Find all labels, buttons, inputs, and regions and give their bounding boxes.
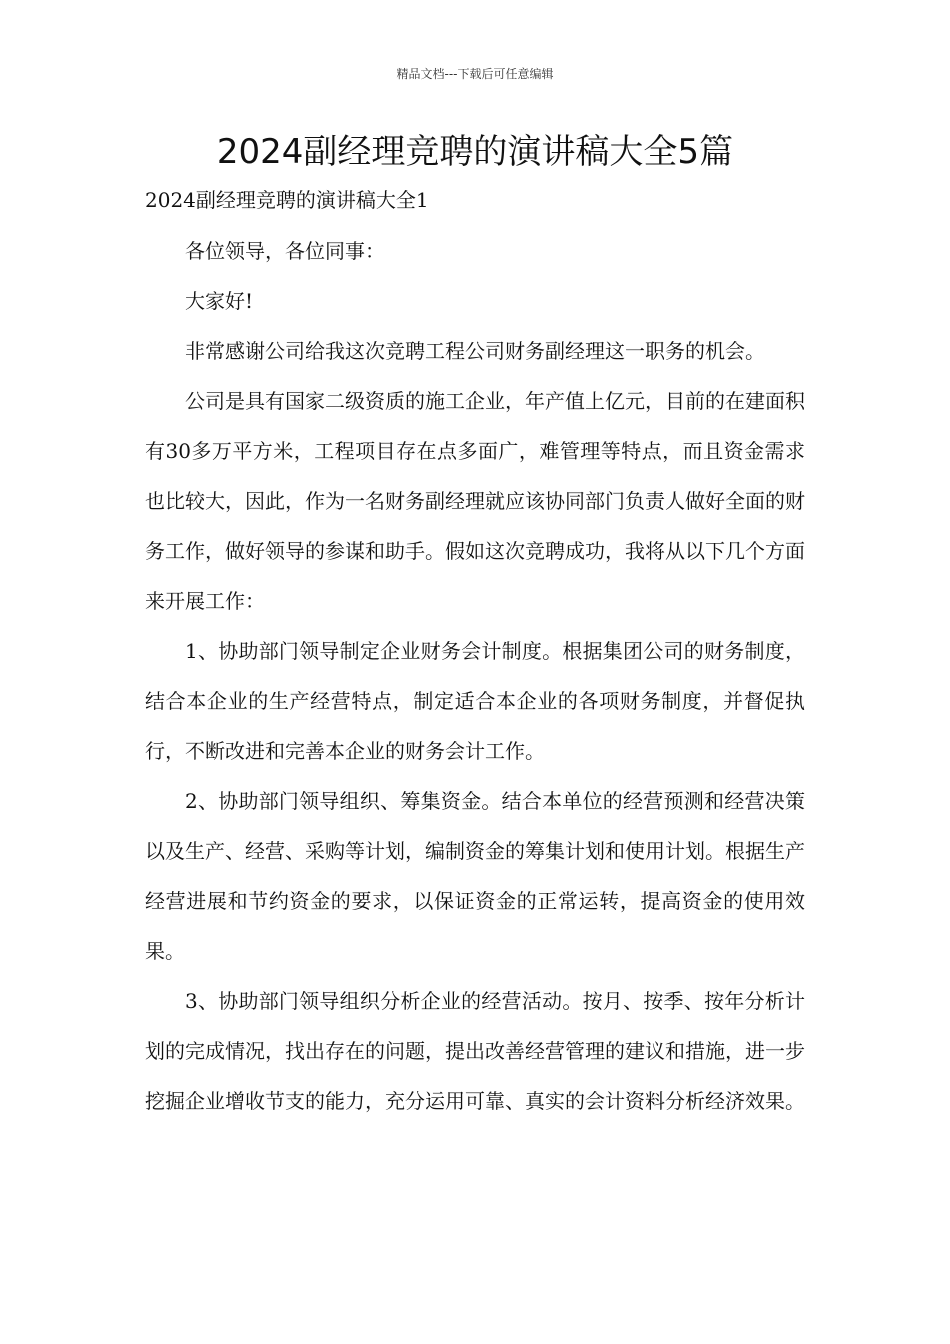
- paragraph-thanks: 非常感谢公司给我这次竞聘工程公司财务副经理这一职务的机会。: [185, 339, 765, 363]
- paragraph-greeting: 各位领导，各位同事：: [185, 239, 385, 263]
- paragraph-company-intro: 公司是具有国家二级资质的施工企业，年产值上亿元，目前的在建面积有30多万平方米，工程项目存在点多面广，难管理等特点，而且资金需求也比较大，因此，作为一名财务副经理就应该协同部门负责人做好全面的财务工作，做好领导的参谋和助手。假如这次竞聘成功，我将从以下几个方面来开展工作：: [145, 389, 805, 613]
- paragraph-point-1: 1、协助部门领导制定企业财务会计制度。根据集团公司的财务制度，结合本企业的生产经营特点，制定适合本企业的各项财务制度，并督促执行，不断改进和完善本企业的财务会计工作。: [145, 639, 805, 763]
- document-body: [145, 226, 805, 1126]
- section-heading: 2024副经理竞聘的演讲稿大全1: [145, 188, 429, 212]
- paragraph-point-2: 2、协助部门领导组织、筹集资金。结合本单位的经营预测和经营决策以及生产、经营、采购等计划，编制资金的筹集计划和使用计划。根据生产经营进展和节约资金的要求，以保证资金的正常运转，提高资金的使用效果。: [145, 789, 805, 963]
- document-title: 2024副经理竞聘的演讲稿大全5篇: [216, 132, 734, 172]
- paragraph-hello: 大家好!: [185, 289, 254, 313]
- header-note: 精品文档---下载后可任意编辑: [396, 67, 554, 81]
- paragraph-point-3: 3、协助部门领导组织分析企业的经营活动。按月、按季、按年分析计划的完成情况，找出存在的问题，提出改善经营管理的建议和措施，进一步挖掘企业增收节支的能力，充分运用可靠、真实的会计资料分析经济效果。: [145, 989, 805, 1113]
